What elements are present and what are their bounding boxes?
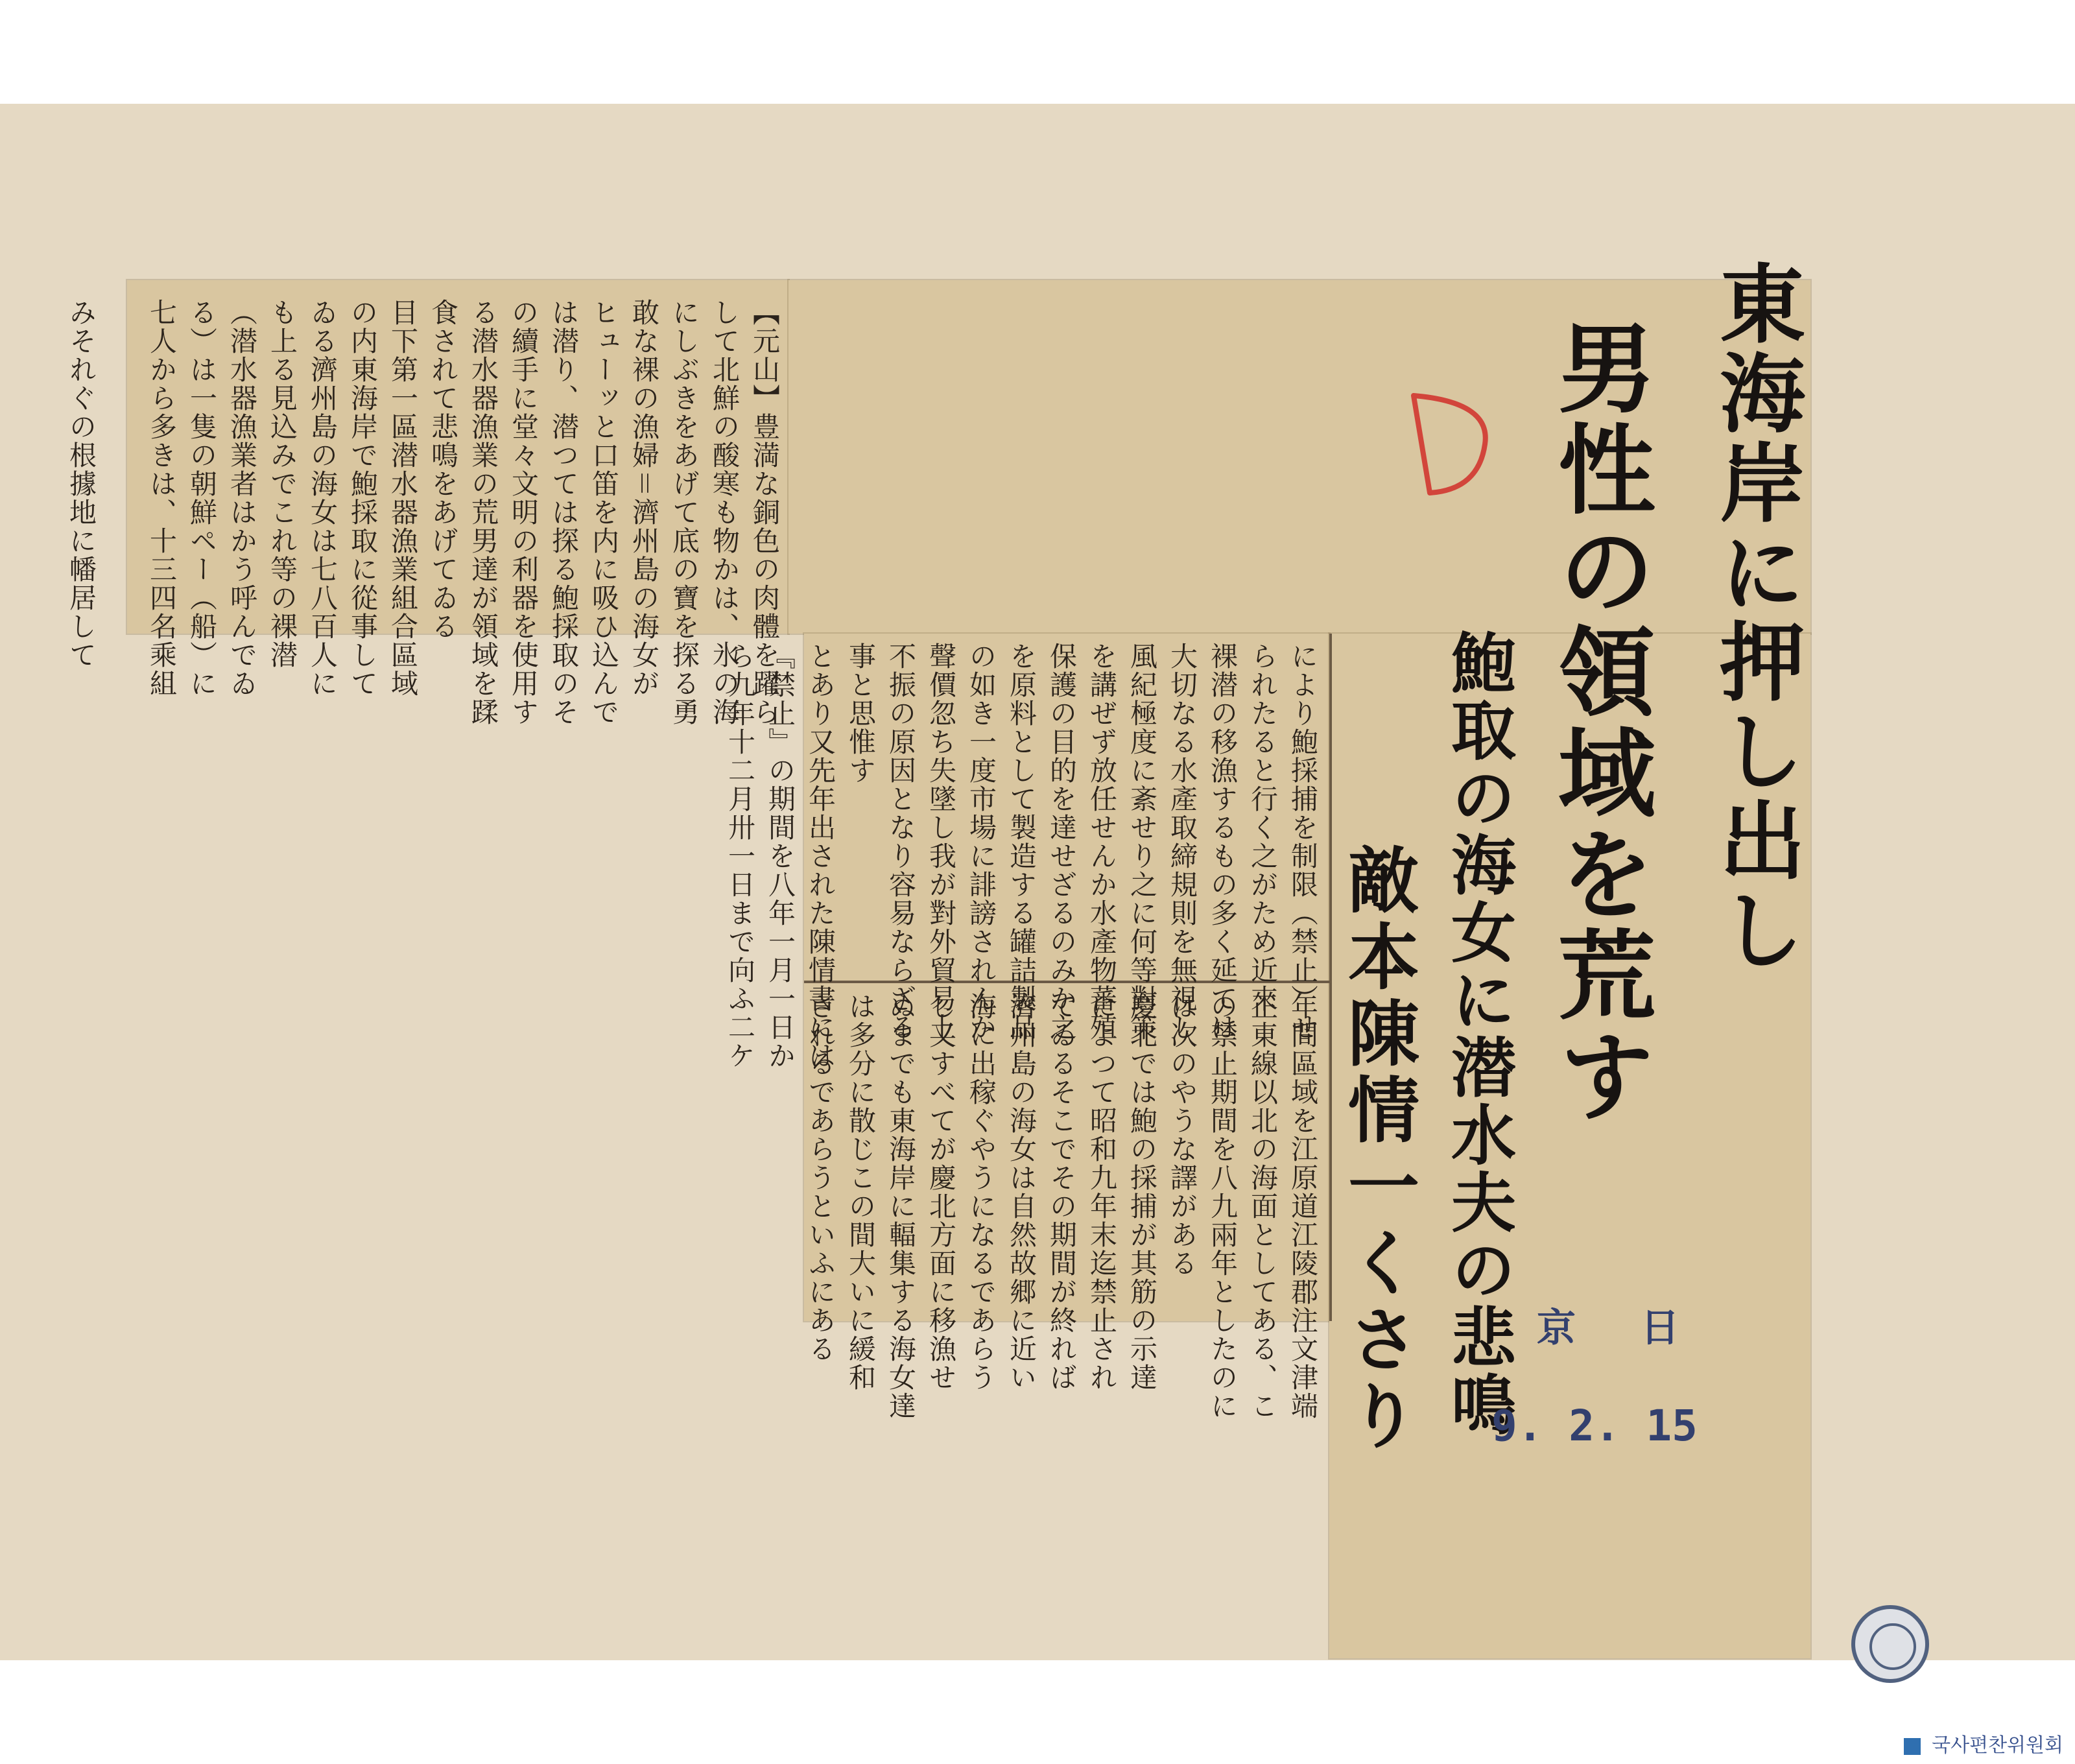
body-column: 『禁止』の期間を八年一月一日か [765,642,796,1070]
body-column: 風紀極度に紊せり之に何等對策 [1126,642,1158,1042]
body-column: てゐるそこでその期間が終れば [1046,992,1078,1392]
body-column: ぬまでも東海岸に輻集する海女達 [885,992,917,1420]
body-column: ヒューッと口笛を内に吸ひ込んで [588,298,620,726]
body-column: 濟州島の海女は自然故郷に近い [1006,992,1038,1392]
headline-sub-2: 敵本陳情一くさり [1336,843,1420,1455]
body-column: 不振の原因となり容易ならざる [885,642,917,1042]
headline-main-2: 男性の領域を荒す [1541,318,1655,1127]
body-column: ら九年十二月卅一日まで向ふ二ケ [724,642,756,1070]
clipping-headline [788,280,1810,634]
body-column: 事と思惟す [845,642,877,785]
body-column: （潜水器漁業者はかう呼んでゐ [226,298,258,698]
body-column: 【元山】豊満な銅色の肉體を躍ら [749,298,781,726]
body-column: は次のやうな譯がある [1167,992,1198,1278]
body-column: の禁止期間を八九兩年としたのに [1207,992,1239,1420]
body-column: 食されて悲鳴をあげてゐる [427,298,459,641]
body-column: 海に出稼ぐやうになるであらう [966,992,997,1392]
body-column: 大切なる水產取締規則を無視し [1167,642,1198,1042]
body-column: は潜り、潜つては探る鮑採取のそ [548,298,580,726]
body-column: されるであらうといふにある [805,992,836,1363]
body-column: 目下第一區潜水器漁業組合區域 [387,298,419,698]
body-column: 聲價忽ち失墜し我が對外貿易上 [925,642,957,1042]
body-column: ゐる濟州島の海女は七八百人に [307,298,338,698]
body-column: る）は一隻の朝鮮ペー（船）に [186,298,218,698]
body-column: して北鮮の酸寒も物かは、氷の海 [709,298,741,726]
body-column: 裸潜の移漁するもの多く延ては [1207,642,1239,1042]
footer-credit-text: 국사편찬위원회 [1932,1734,2063,1757]
body-column: 敢な裸の漁婦＝濟州島の海女が [628,298,660,698]
headline-main-1: 東海岸に押し出し [1705,259,1805,975]
institution-logo-icon [1904,1738,1921,1755]
body-column: を原料として製造する罐詰製品 [1006,642,1038,1042]
body-column: 七人から多きは、十三四名乘組 [146,298,178,698]
body-column: の如き一度市場に誹謗されんか [966,642,997,1042]
body-column: 保護の目的を達せざるのみか之 [1046,642,1078,1042]
body-column: 正東線以北の海面としてある、こ [1247,992,1279,1420]
red-pencil-mark [1394,383,1504,506]
article-body-middle [724,642,1323,1070]
body-column: とあり又先年出された陳情書には [805,642,836,1070]
body-column: 年間區域を江原道江陵郡注文津端 [1287,992,1319,1420]
scrapbook-page [0,104,2075,1660]
body-column: し又すべてが慶北方面に移漁せ [925,992,957,1392]
footer-credit [1904,1729,2063,1758]
article-body-top [65,298,785,726]
body-column: にしぶきをあげて底の寶を探る勇 [669,298,700,726]
archive-seal-icon [1851,1605,1929,1683]
headline-sub-1: 鮑取の海女に潜水夫の悲鳴 [1440,629,1517,1438]
column-rule [1329,634,1332,1321]
body-column: の續手に堂々文明の利器を使用す [508,298,540,726]
body-column: みそれぐの根據地に幡居して [65,298,97,669]
body-column: られたると行く之がため近來 [1247,642,1279,1013]
body-column: も上る見込みでこれ等の裸潜 [267,298,298,669]
body-column: によつて昭和九年末迄禁止され [1086,992,1118,1392]
body-column: は多分に散じこの間大いに緩和 [845,992,877,1392]
body-column: 慶北では鮑の採捕が其筋の示達 [1126,992,1158,1392]
source-stamp: 京 日 [1537,1305,1692,1351]
body-column: の内東海岸で鮑採取に從事して [347,298,379,698]
body-column: により鮑採捕を制限（禁止）せ [1287,642,1319,1042]
date-stamp: 9. 2. 15 [1491,1401,1698,1451]
body-column: る潜水器漁業の荒男達が領域を蹂 [468,298,499,726]
body-column: を講ぜず放任せんか水產物蕃殖 [1086,642,1118,1042]
article-body-bottom [805,992,1323,1420]
